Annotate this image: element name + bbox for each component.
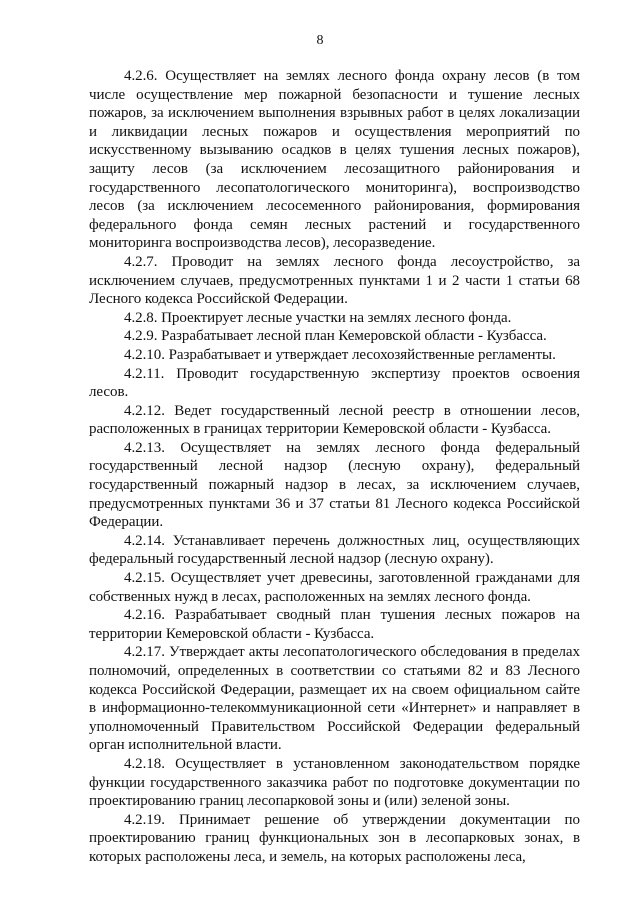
paragraph-4-2-9: 4.2.9. Разрабатывает лесной план Кемеровской области - Кузбасса.	[124, 328, 547, 345]
paragraph-4-2-14: 4.2.14. Устанавливает перечень должностных лиц, осуществляющих федеральный государственный лесной надзор (лесную охрану).	[89, 532, 580, 568]
paragraph-4-2-7: 4.2.7. Проводит на землях лесного фонда лесоустройство, за исключением случаев, предусмотренных пунктами 1 и 2 части 1 статьи 68 Лесного кодекса Российской Федерации.	[89, 253, 580, 308]
paragraph-4-2-12: 4.2.12. Ведет государственный лесной реестр в отношении лесов, расположенных в границах территории Кемеровской области - Кузбасса.	[89, 402, 580, 438]
document-body	[89, 67, 580, 867]
paragraph-4-2-10: 4.2.10. Разрабатывает и утверждает лесохозяйственные регламенты.	[124, 346, 556, 363]
paragraph-4-2-16: 4.2.16. Разрабатывает сводный план тушения лесных пожаров на территории Кемеровской области - Кузбасса.	[89, 607, 580, 642]
paragraph-4-2-11: 4.2.11. Проводит государственную экспертизу проектов освоения лесов.	[89, 365, 580, 401]
paragraph-4-2-19: 4.2.19. Принимает решение об утверждении документации по проектированию границ функциональных зон в лесопарковых зонах, в которых расположены леса, и земель, на которых расположены леса,	[89, 811, 580, 865]
paragraph-4-2-18: 4.2.18. Осуществляет в установленном законодательством порядке функции государственного заказчика работ по подготовке документации по проектированию границ лесопарковой зоны и (или) зеленой зоны.	[89, 755, 580, 810]
paragraph-4-2-15: 4.2.15. Осуществляет учет древесины, заготовленной гражданами для собственных нужд в лесах, расположенных на землях лесного фонда.	[89, 570, 580, 605]
paragraph-4-2-13: 4.2.13. Осуществляет на землях лесного фонда федеральный государственный лесной надзор (лесную охрану), федеральный государственный пожарный надзор в лесах, за исключением случаев, предусмотренных пунктами 36 и 37 статьи 81 Лесного кодекса Российской Федерации.	[89, 439, 580, 531]
paragraph-4-2-8: 4.2.8. Проектирует лесные участки на землях лесного фонда.	[124, 309, 512, 326]
page-number: 8	[316, 33, 324, 48]
paragraph-4-2-6: 4.2.6. Осуществляет на землях лесного фонда охрану лесов (в том числе осуществление мер пожарной безопасности и тушение лесных пожаров, за исключением выполнения взрывных работ в целях локализации и ликвидации лесных пожаров и осуществления мероприятий по искусственному вызыванию осадков в целях тушения лесных пожаров), защиту лесов (за исключением лесозащитного районирования и государственного лесопатологического мониторинга), воспроизводство лесов (за исключением лесосеменного районирования, формирования федерального фонда семян лесных растений и государственного мониторинга воспроизводства лесов), лесоразведение.	[89, 68, 580, 252]
paragraph-4-2-17: 4.2.17. Утверждает акты лесопатологического обследования в пределах полномочий, определенных в соответствии со статьями 82 и 83 Лесного кодекса Российской Федерации, размещает их на своем официальном сайте в информационно-телекоммуникационной сети «Интернет» и направляет в уполномоченный Правительством Российской Федерации федеральный орган исполнительной власти.	[89, 644, 580, 754]
